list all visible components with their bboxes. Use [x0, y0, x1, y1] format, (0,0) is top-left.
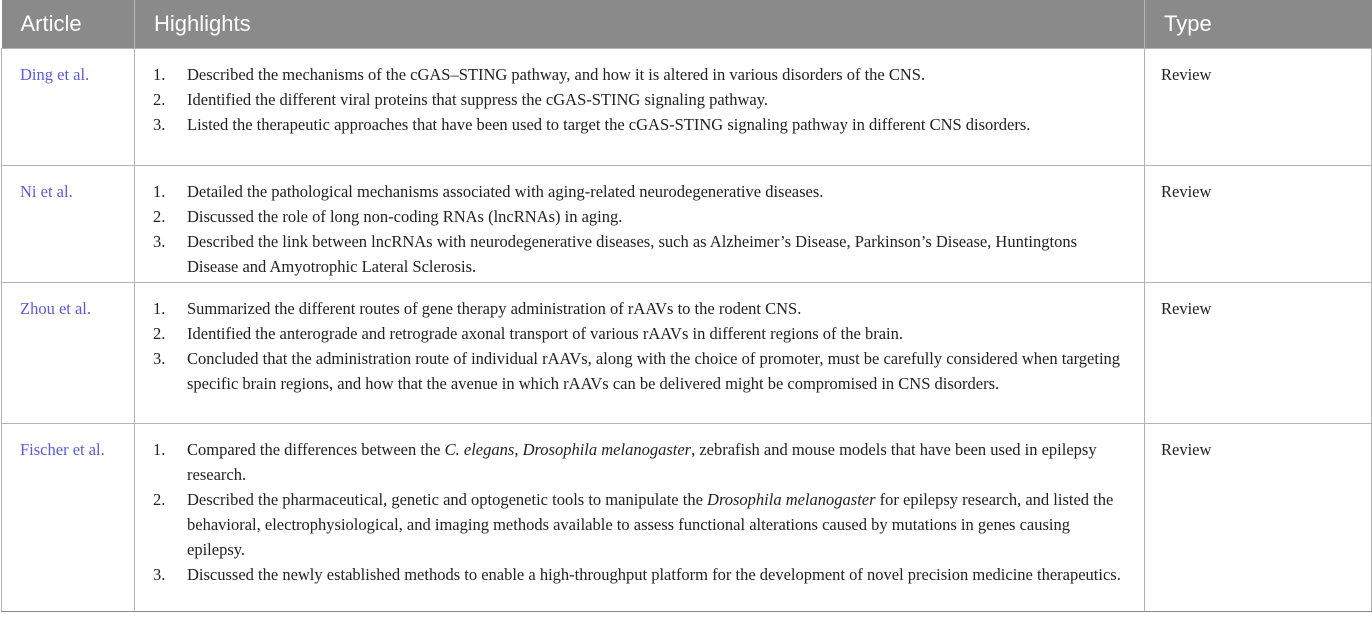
highlight-text: Identified the anterograde and retrograde axonal transport of various rAAVs in different regions of the brain.	[187, 323, 903, 343]
highlights-list	[153, 296, 1144, 396]
type-cell: Review	[1145, 282, 1372, 423]
highlight-text: Described the pharmaceutical, genetic and optogenetic tools to manipulate the Drosophila melanogaster for epilepsy research, and listed the behavioral, electrophysiological, and imaging methods available to assess functional alterations caused by mutations in genes causing epilepsy.	[187, 489, 1114, 559]
list-item: 3. Listed the therapeutic approaches that have been used to target the cGAS-STING signaling pathway in different CNS disorders.	[153, 114, 1031, 134]
table-row	[2, 48, 1372, 165]
highlights-list	[153, 437, 1144, 587]
list-item: 3. Concluded that the administration route of individual rAAVs, along with the choice of promoter, must be carefully considered when targeting specific brain regions, and how that the avenue in which rAAVs can be delivered might be compromised in CNS disorders.	[153, 348, 1121, 393]
type-cell: Review	[1145, 165, 1372, 282]
type-cell: Review	[1145, 423, 1372, 611]
highlights-cell	[135, 165, 1145, 282]
header-highlights: Highlights	[135, 0, 1145, 48]
header-row	[2, 0, 1372, 48]
highlights-cell	[135, 423, 1145, 611]
header-type: Type	[1145, 0, 1372, 48]
list-item: 3. Discussed the newly established methods to enable a high-throughput platform for the development of novel precision medicine therapeutics.	[153, 564, 1121, 584]
list-item: 1. Compared the differences between the C. elegans, Drosophila melanogaster, zebrafish and mouse models that have been used in epilepsy research.	[153, 439, 1097, 484]
highlights-list	[153, 179, 1144, 279]
highlights-cell	[135, 282, 1145, 423]
highlight-text: Listed the therapeutic approaches that have been used to target the cGAS-STING signaling pathway in different CNS disorders.	[187, 114, 1031, 134]
list-item: 2. Described the pharmaceutical, genetic and optogenetic tools to manipulate the Drosophila melanogaster for epilepsy research, and listed the behavioral, electrophysiological, and imaging methods available to assess functional alterations caused by mutations in genes causing epilepsy.	[153, 489, 1114, 559]
list-item: 2. Identified the different viral proteins that suppress the cGAS-STING signaling pathway.	[153, 89, 769, 109]
header-article: Article	[2, 0, 135, 48]
list-item: 2. Discussed the role of long non-coding RNAs (lncRNAs) in aging.	[153, 206, 623, 226]
highlight-text: Detailed the pathological mechanisms associated with aging-related neurodegenerative diseases.	[187, 181, 824, 201]
highlight-text: Described the link between lncRNAs with neurodegenerative diseases, such as Alzheimer’s Disease, Parkinson’s Disease, Huntingtons Disease and Amyotrophic Lateral Sclerosis.	[187, 231, 1078, 276]
highlights-cell	[135, 48, 1145, 165]
highlight-text: Concluded that the administration route of individual rAAVs, along with the choice of promoter, must be carefully considered when targeting specific brain regions, and how that the avenue in which rAAVs can be delivered might be compromised in CNS disorders.	[187, 348, 1121, 393]
table-row	[2, 282, 1372, 423]
highlight-text: Discussed the role of long non-coding RNAs (lncRNAs) in aging.	[187, 206, 623, 226]
list-item: 1. Summarized the different routes of gene therapy administration of rAAVs to the rodent CNS.	[153, 298, 802, 318]
table-row	[2, 423, 1372, 611]
list-item: 3. Described the link between lncRNAs with neurodegenerative diseases, such as Alzheimer’s Disease, Parkinson’s Disease, Huntingtons Disease and Amyotrophic Lateral Sclerosis.	[153, 231, 1078, 276]
highlight-text: Identified the different viral proteins that suppress the cGAS-STING signaling pathway.	[187, 89, 769, 109]
highlight-text: Compared the differences between the C. elegans, Drosophila melanogaster, zebrafish and mouse models that have been used in epilepsy research.	[187, 439, 1097, 484]
article-link[interactable]: Zhou et al.	[2, 282, 135, 423]
table-row	[2, 165, 1372, 282]
list-item: 2. Identified the anterograde and retrograde axonal transport of various rAAVs in different regions of the brain.	[153, 323, 903, 343]
highlight-text: Summarized the different routes of gene therapy administration of rAAVs to the rodent CNS.	[187, 298, 802, 318]
highlights-table	[1, 0, 1372, 612]
type-cell: Review	[1145, 48, 1372, 165]
article-link[interactable]: Fischer et al.	[2, 423, 135, 611]
article-link[interactable]: Ni et al.	[2, 165, 135, 282]
highlights-list	[153, 62, 1144, 137]
highlight-text: Described the mechanisms of the cGAS–STING pathway, and how it is altered in various disorders of the CNS.	[187, 64, 926, 84]
highlight-text: Discussed the newly established methods to enable a high-throughput platform for the development of novel precision medicine therapeutics.	[187, 564, 1121, 584]
list-item: 1. Detailed the pathological mechanisms associated with aging-related neurodegenerative diseases.	[153, 181, 824, 201]
list-item: 1. Described the mechanisms of the cGAS–STING pathway, and how it is altered in various disorders of the CNS.	[153, 64, 926, 84]
article-link[interactable]: Ding et al.	[2, 48, 135, 165]
